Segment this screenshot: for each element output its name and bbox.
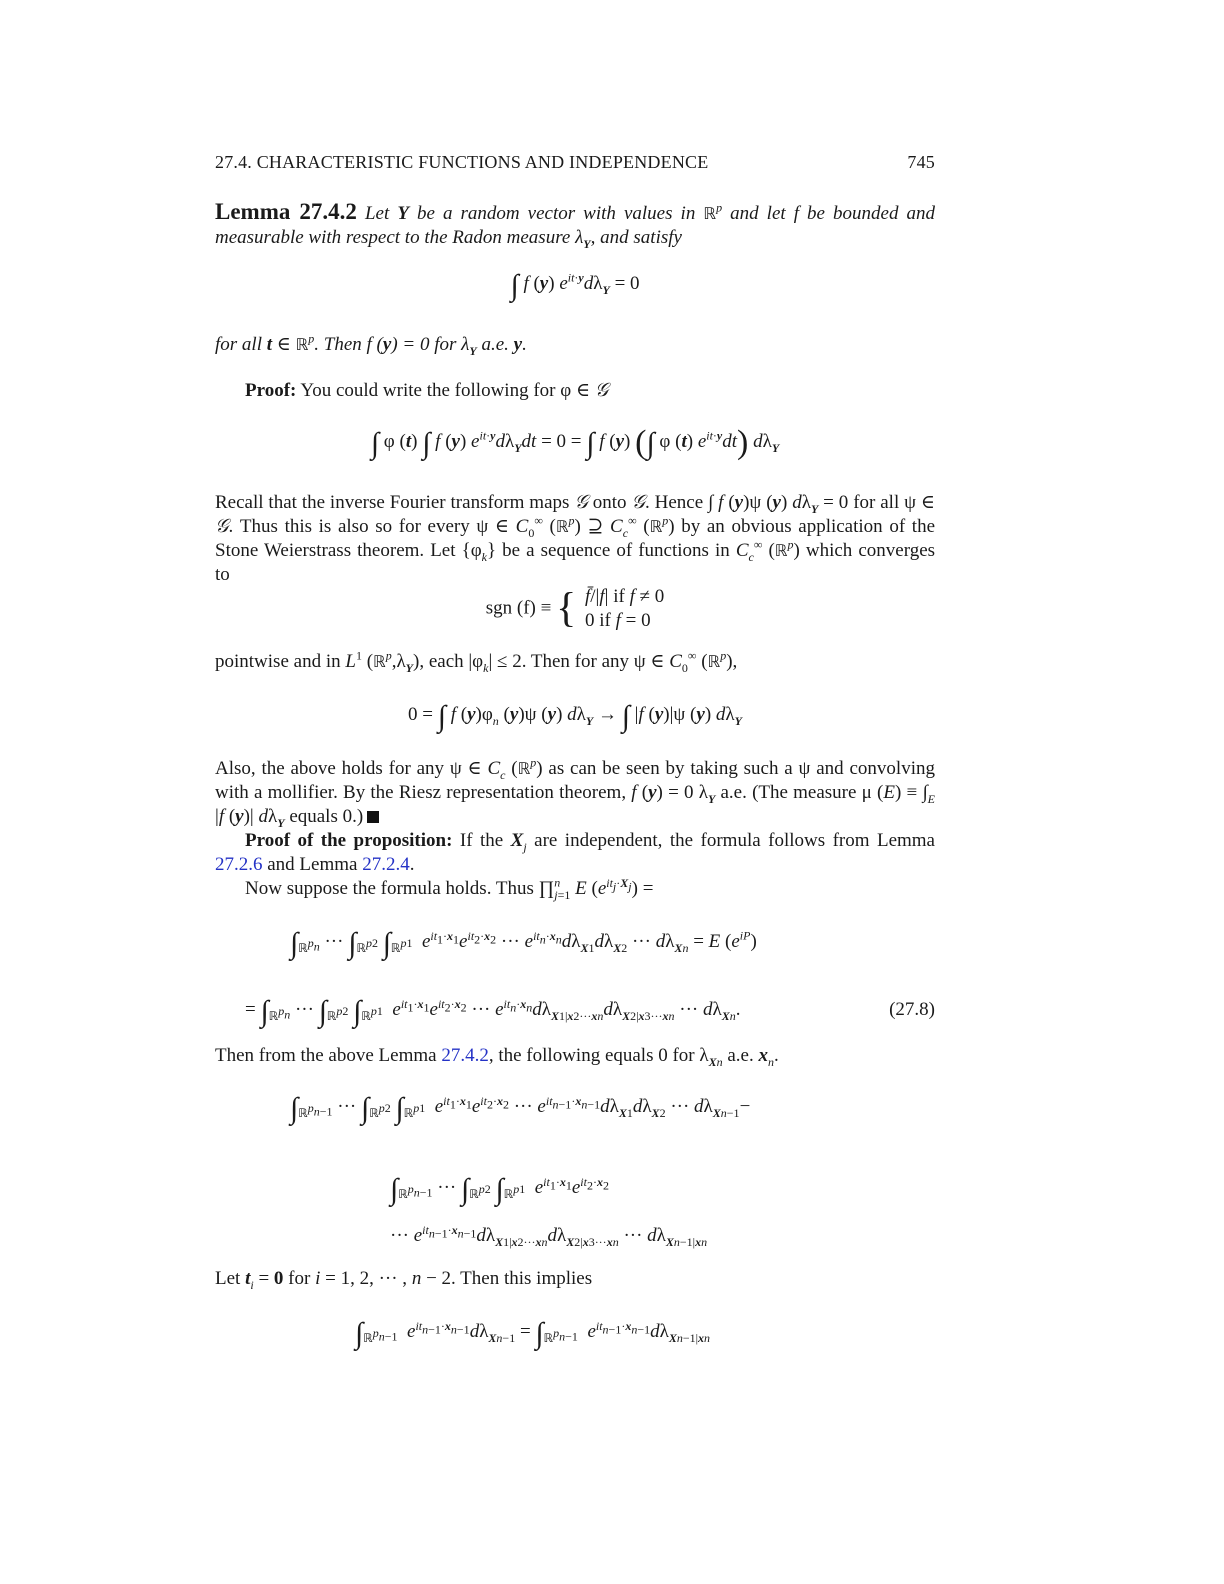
sgn-case-2: 0 if f = 0 <box>584 610 651 631</box>
equation-b: = $\int_{ℝ^{p_n}}$ ··· $\int_{ℝ^{p2}}$ $\int_{ℝ^{p1}}$ $e^{it_1\cdot x_1}e^{it_2\cdot x_2}$ ··· $e^{it_n\cdot x_n}d\lambda_{X1|x2\cdot\cdot\cdot xn}d\lambda_{X2|x3\cdot\cdot\cdot xn}$ ··· $d\lambda_{Xn}$. (27.8) <box>245 995 935 1028</box>
qed-square-icon <box>367 811 379 823</box>
proof-intro: Proof: You could write the following for φ ∈ 𝒢 <box>245 380 609 401</box>
proof-equation-1: ∫ φ (t) ∫ f (y) $e^{it\cdot y}d\lambda_Ydt = 0$ = ∫ f (y) (∫ φ (t) $e^{it\cdot y}dt$) $d\lambda_Y$ <box>370 424 780 461</box>
equation-e: $\int_{ℝ^{p_{n-1}}}$ $e^{it_{n-1}\cdot x_{n-1}}d\lambda_{Xn-1} = \int_{ℝ^{p_{n-1}}}$ $e^{it_{n-1}\cdot x_{n-1}}d\lambda_{Xn-1|xn}$ <box>355 1317 711 1350</box>
page-number: 745 <box>907 152 935 172</box>
lemma-statement: Lemma 27.4.2 Let Y be a random vector with values in ℝ$^p$ and let f be bounded and measurable with respect to the Radon measure $\lambda_Y$, and satisfy <box>215 199 935 251</box>
let-line: Let $t_i = 0$ for i = 1, 2, ··· , n − 2. Then this implies <box>215 1268 593 1292</box>
and-lemma-text: and Lemma <box>267 854 358 875</box>
proposition-proof-label: Proof of the proposition: <box>245 830 453 851</box>
equation-number: (27.8) <box>889 999 935 1020</box>
lemma-label: Lemma 27.4.2 <box>215 199 357 224</box>
sgn-definition: sgn (f) ≡ { f̄/|f| if f ≠ 0 0 if f = 0 <box>485 585 665 632</box>
sgn-case-1: f̄/|f| if f ≠ 0 <box>584 586 665 607</box>
equation-a: $\int_{ℝ^{p_n}}$ ··· $\int_{ℝ^{p2}}$ $\int_{ℝ^{p1}}$ $e^{it_1\cdot x_1}e^{it_2\cdot x_2}$ ··· $e^{it_n\cdot x_n}d\lambda_{X1}d\lambda_{X2}$ ··· $d\lambda_{Xn} = E$ $(e^{iP})$ <box>290 927 757 960</box>
sgn-lhs: sgn (f) ≡ <box>485 597 552 619</box>
proof-paragraph-3: Also, the above holds for any ψ ∈ $C_c$ (ℝ$^p$) as can be seen by taking such a ψ and convolving with a mollifier. By the Riesz representation theorem, f (y) = 0 $\lambda_Y$ a.e. (The measure μ $(E) \equiv \int_E$ |f (y)| $d\lambda_Y$ equals 0.) <box>215 755 935 830</box>
page <box>215 0 935 1584</box>
running-title: 27.4. CHARACTERISTIC FUNCTIONS AND INDEPENDENCE <box>215 152 709 172</box>
now-suppose-line: Now suppose the formula holds. Thus ∏$^n_{j=1}$ E $(e^{it_j\cdot X_j})$ = <box>245 875 654 902</box>
equation-d-line-1: $\int_{ℝ^{p_{n-1}}}$ ··· $\int_{ℝ^{p2}}$ $\int_{ℝ^{p1}}$ $e^{it_1\cdot x_1}e^{it_2\cdot x_2}$ <box>390 1173 609 1206</box>
then-text: Then from the above Lemma <box>215 1045 437 1066</box>
then-line: Then from the above Lemma 27.4.2, the following equals 0 for $\lambda_{Xn}$ a.e. $x_n$. <box>215 1045 779 1069</box>
proposition-proof: Proof of the proposition: If the $X_j$ are independent, the formula follows from Lemma 27.2.6 and Lemma 27.2.4. <box>215 830 935 875</box>
lemma-display-equation: ∫ f (y) $e^{it\cdot y}d\lambda_Y = 0$ <box>510 269 640 302</box>
proof-label: Proof: <box>245 380 297 401</box>
ref-lemma-27-4-2[interactable]: 27.4.2 <box>441 1045 489 1066</box>
equation-d-line-2: ··· $e^{it_{n-1}\cdot x_{n-1}}d\lambda_{X1|x2\cdot\cdot\cdot xn}d\lambda_{X2|x3\cdot\cdot\cdot xn}$ ··· $d\lambda_{Xn-1|xn}$ <box>390 1222 708 1249</box>
lemma-conclusion: for all t ∈ ℝ$^p$. Then f (y) = 0 for $\lambda_Y$ a.e. y. <box>215 331 527 358</box>
running-header <box>215 151 935 174</box>
ref-lemma-27-2-6[interactable]: 27.2.6 <box>215 854 263 875</box>
ref-lemma-27-2-4[interactable]: 27.2.4 <box>362 854 410 875</box>
proof-paragraph-2: pointwise and in $L^1$ $(ℝ^p,\lambda_Y)$, each $|\varphi_k| \le 2$. Then for any ψ ∈ $C_0^\infty$ (ℝ$^p$), <box>215 648 738 675</box>
proof-paragraph-1: Recall that the inverse Fourier transform maps 𝒢 onto 𝒢. Hence ∫ f (y)ψ (y) $d\lambda_Y = 0$ for all ψ ∈ 𝒢. Thus this is also so for every ψ ∈ $C_0^\infty$ (ℝ$^p$) ⊇ $C_c^\infty$ (ℝ$^p$) by an obvious application of the Stone Weierstrass theorem. Let $\{\varphi_k\}$ be a sequence of functions in $C_c^\infty$ (ℝ$^p$) which converges to <box>215 492 936 585</box>
proof-equation-2: 0 = ∫ f $(y)\varphi_n$ (y)ψ (y) $d\lambda_Y$ → ∫ |f (y)|ψ (y) $d\lambda_Y$ <box>408 700 742 733</box>
equation-c: $\int_{ℝ^{p_{n-1}}}$ ··· $\int_{ℝ^{p2}}$ $\int_{ℝ^{p1}}$ $e^{it_1\cdot x_1}e^{it_2\cdot x_2}$ ··· $e^{it_{n-1}\cdot x_{n-1}}d\lambda_{X1}d\lambda_{X2}$ ··· $d\lambda_{Xn-1}-$ <box>290 1092 751 1125</box>
